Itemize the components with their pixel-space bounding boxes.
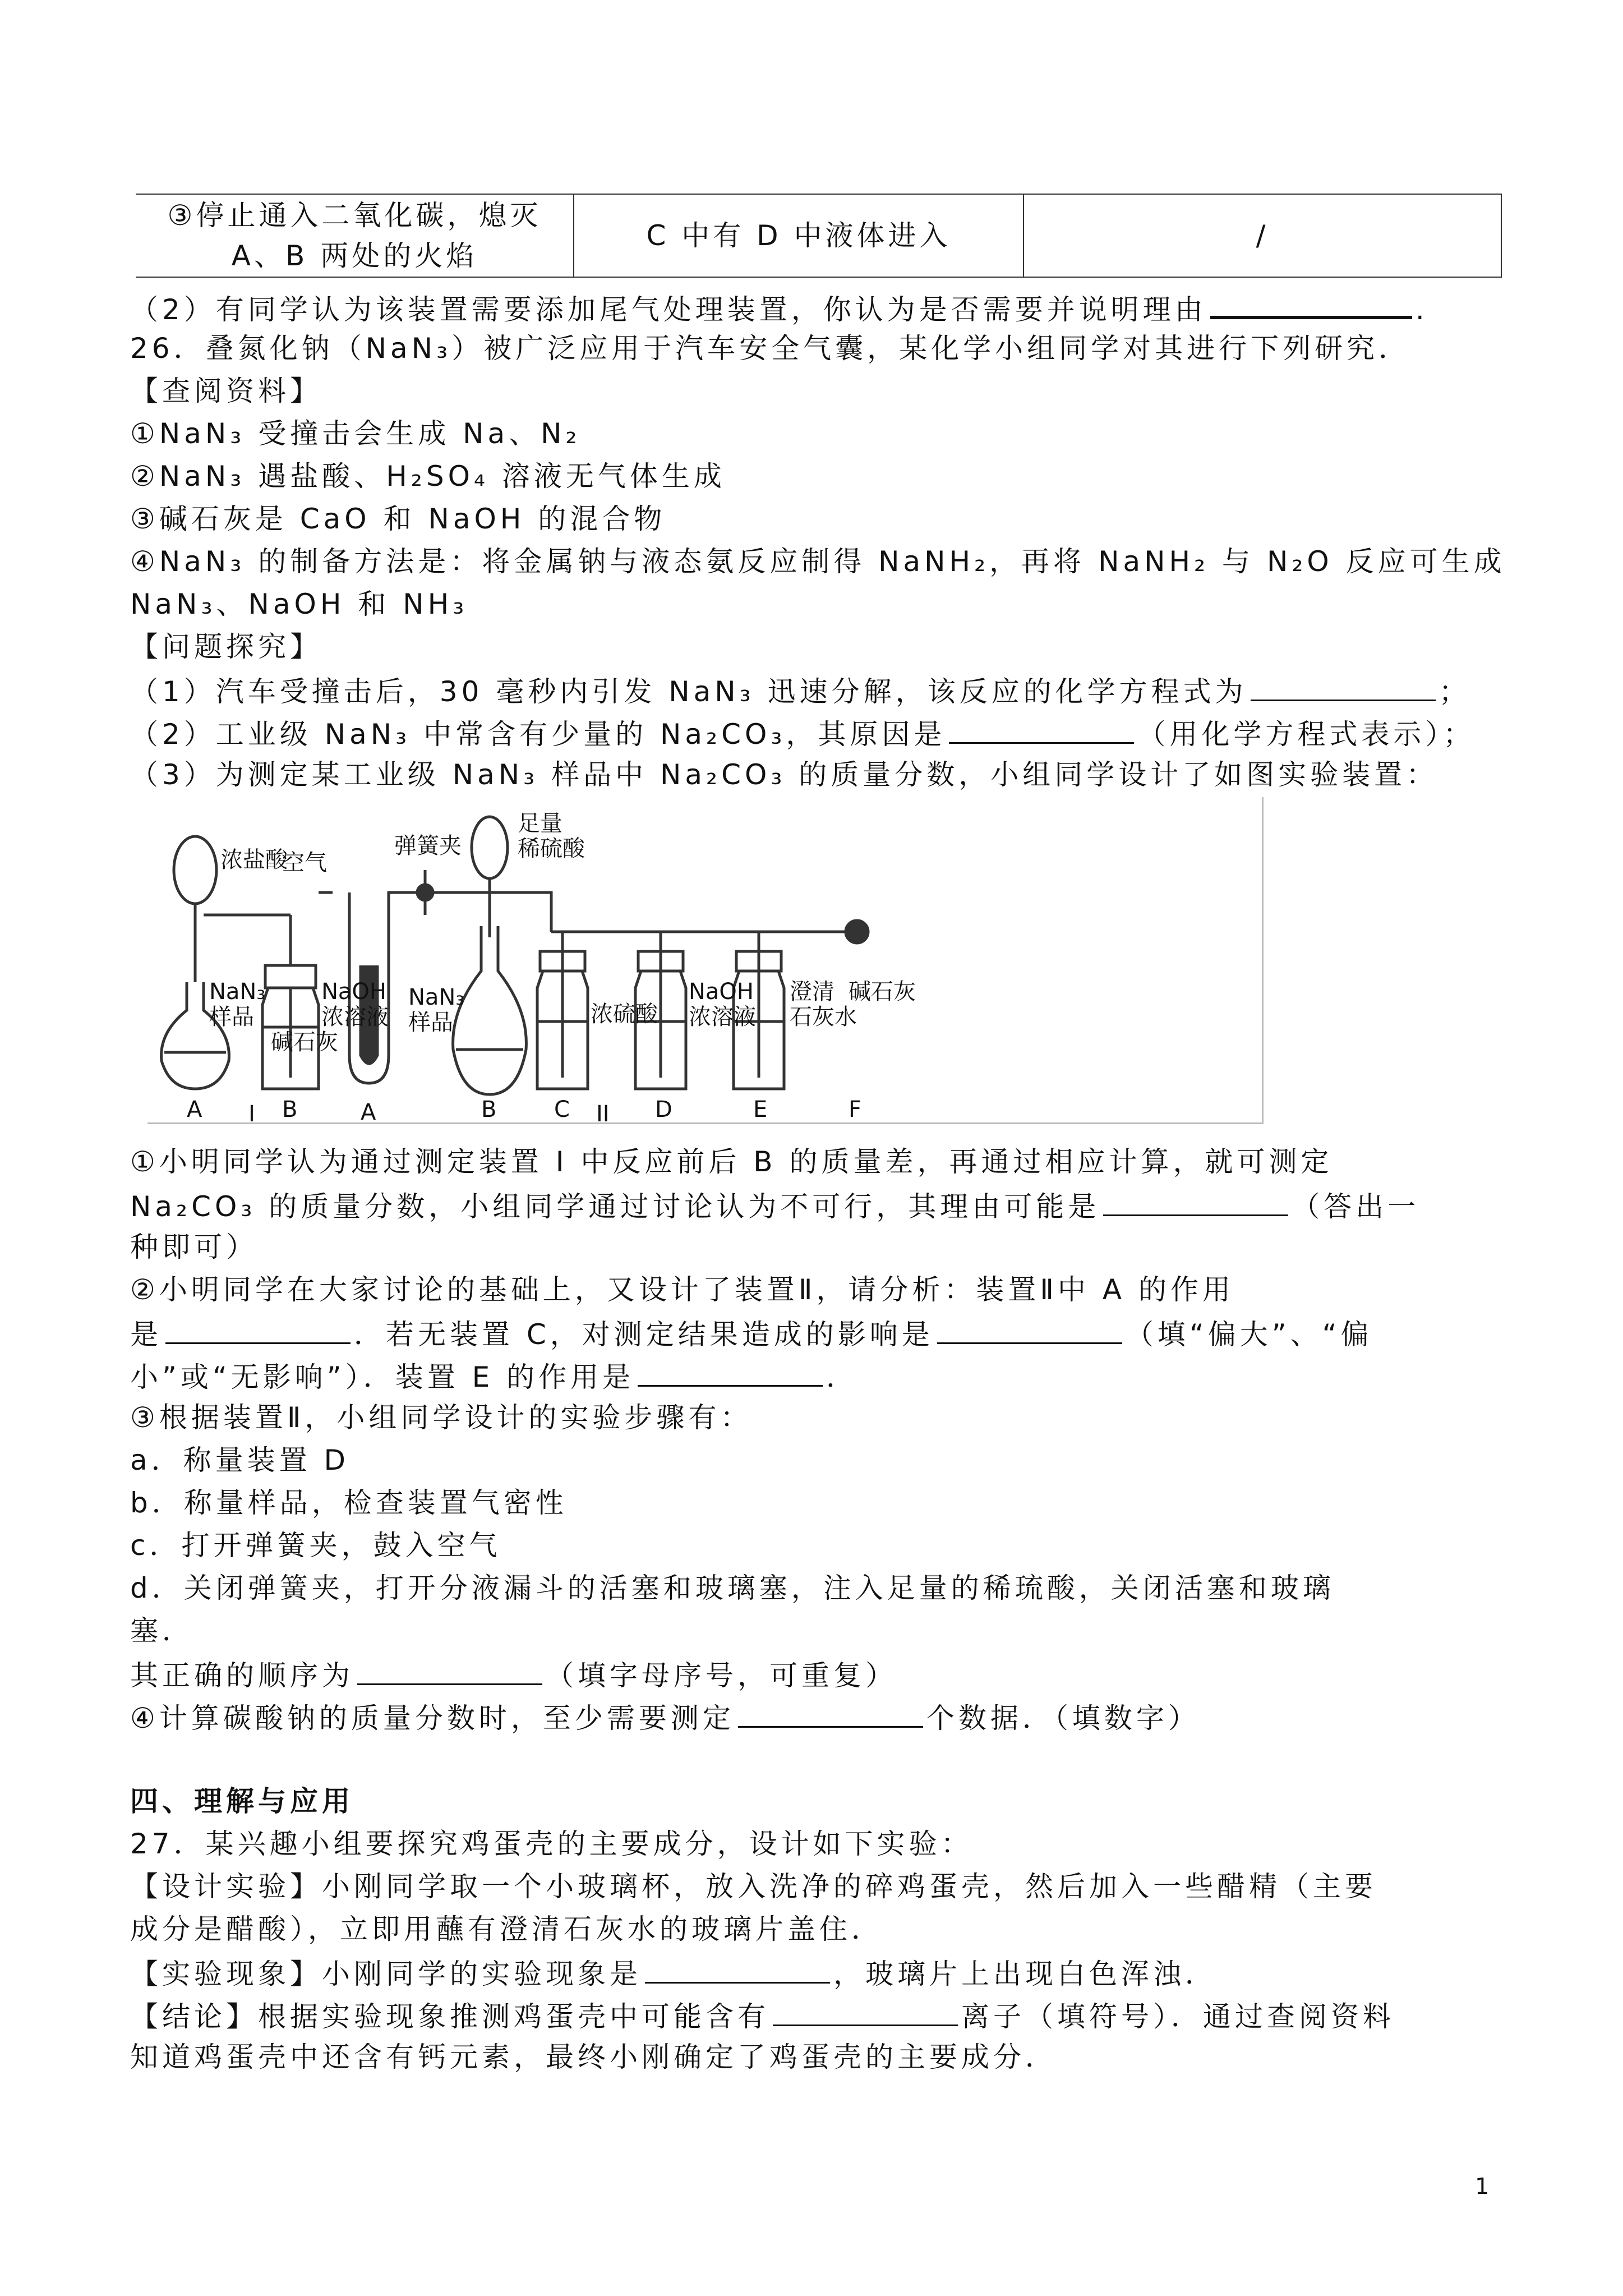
text-segment: 【结论】根据实验现象推测鸡蛋壳中可能含有 [130, 2000, 769, 2033]
apparatus-diagram [147, 797, 1264, 1124]
text-segment: 【实验现象】小刚同学的实验现象是 [130, 1958, 642, 1990]
experiment-table [136, 194, 1502, 278]
text-segment: 26．叠氮化钠（NaN₃）被广泛应用于汽车安全气囊，某化学小组同学对其进行下列研究． [130, 332, 1411, 365]
text-line [130, 1950, 1521, 1993]
text-line [130, 583, 1521, 625]
text-segment: 小”或“无影响”）．装置 E 的作用是 [130, 1361, 635, 1393]
text-line [130, 540, 1521, 583]
text-line [130, 455, 1521, 498]
text-segment: （答出一 [1292, 1190, 1420, 1223]
text-line [130, 625, 1521, 668]
label-limewater: 石灰水 [790, 1004, 857, 1030]
label-sample-1: 样品 [209, 1004, 254, 1030]
label-clear: 澄清 [790, 979, 834, 1005]
answer-blank[interactable] [773, 1993, 958, 2026]
text-segment: （用化学方程式表示）； [1137, 718, 1476, 751]
text-segment: ．若无装置 C，对测定结果造成的影响是 [354, 1318, 934, 1351]
label-ii-b: B [481, 1097, 497, 1122]
spring-clip-icon [417, 870, 433, 915]
label-e: E [753, 1097, 768, 1122]
text-segment: 27．某兴趣小组要探究鸡蛋壳的主要成分，设计如下实验： [130, 1828, 973, 1860]
answer-blank[interactable] [165, 1311, 351, 1344]
text-segment: 种即可） [130, 1231, 258, 1263]
label-conc-solution-1: 浓溶液 [321, 1004, 389, 1030]
text-segment: ，玻璃片上出现白色浑浊． [833, 1958, 1217, 1990]
text-line [130, 1695, 1521, 1737]
text-segment: ③根据装置Ⅱ，小组同学设计的实验步骤有： [130, 1401, 753, 1434]
setup-i-bottle-b [262, 965, 319, 1089]
text-line [130, 1524, 1521, 1567]
text-segment: ； [1438, 675, 1471, 708]
apparatus-figure [147, 797, 1262, 1122]
text-segment: a．称量装置 D [130, 1444, 350, 1476]
text-segment: ． [826, 1361, 859, 1393]
text-line [130, 1609, 1521, 1652]
text-segment: NaN₃、NaOH 和 NH₃ [130, 588, 468, 620]
text-line [130, 753, 1521, 796]
text-segment: （1）汽车受撞击后，30 毫秒内引发 NaN₃ 迅速分解，该反应的化学方程式为 [130, 675, 1247, 708]
text-line [130, 1481, 1521, 1524]
label-sample-2: 样品 [408, 1010, 453, 1036]
text-segment: 【设计实验】小刚同学取一个小玻璃杯，放入洗净的碎鸡蛋壳，然后加入一些醋精（主要 [130, 1870, 1377, 1903]
label-f: F [849, 1097, 862, 1122]
label-soda-lime-f: 碱石灰 [849, 979, 916, 1005]
text-line [130, 668, 1521, 711]
text-segment: 个数据．（填数字） [926, 1702, 1200, 1734]
text-segment: （2）工业级 NaN₃ 中常含有少量的 Na₂CO₃，其原因是 [130, 718, 946, 751]
text-line [130, 1140, 1521, 1183]
spacer [130, 1737, 1521, 1780]
answer-blank[interactable] [937, 1311, 1122, 1344]
text-line [130, 327, 1521, 370]
text-line [130, 284, 1521, 327]
text-segment: ③碱石灰是 CaO 和 NaOH 的混合物 [130, 503, 666, 535]
label-conc-hcl: 浓盐酸 [220, 847, 288, 873]
label-d: D [655, 1097, 672, 1122]
text-segment: 塞． [130, 1614, 194, 1647]
text-segment: （填字母序号，可重复） [546, 1659, 897, 1692]
answer-blank[interactable] [645, 1950, 830, 1984]
table-cell-phenomenon: C 中有 D 中液体进入 [574, 194, 1023, 277]
label-naoh-2: NaOH [689, 979, 754, 1005]
table-cell-step: ③停止通入二氧化碳，熄灭 A、B 两处的火焰 [136, 194, 574, 277]
label-nan3-1: NaN₃ [209, 979, 266, 1005]
text-line [130, 1354, 1521, 1396]
text-segment: 离子（填符号）．通过查阅资料 [961, 2000, 1395, 2033]
text-segment: ②NaN₃ 遇盐酸、H₂SO₄ 溶液无气体生成 [130, 460, 726, 493]
text-line [130, 1993, 1521, 2036]
text-segment: . [1415, 293, 1428, 326]
label-i-b: B [282, 1097, 298, 1122]
label-soda-lime-a: 碱石灰 [271, 1029, 338, 1055]
text-line [130, 1439, 1521, 1481]
page-number: 1 [1475, 2174, 1490, 2200]
text-segment: ④NaN₃ 的制备方法是：将金属钠与液态氨反应制得 NaNH₂，再将 NaNH₂ 与 N₂O 反应可生成 [130, 545, 1506, 578]
table-row [136, 194, 1501, 277]
text-line [130, 711, 1521, 753]
text-line [130, 370, 1521, 412]
question-26-27 [130, 1140, 1521, 2078]
label-ii-a: A [361, 1099, 376, 1122]
label-i-a: A [187, 1097, 202, 1122]
text-line [130, 498, 1521, 540]
table-cell-conclusion: / [1023, 194, 1501, 277]
text-line [130, 2036, 1521, 2078]
text-segment: ④计算碳酸钠的质量分数时，至少需要测定 [130, 1702, 735, 1734]
label-sufficient: 足量 [518, 811, 562, 836]
section-heading: 四、理解与应用 [130, 1785, 354, 1818]
question-26-intro [130, 284, 1521, 796]
label-setup-ii: II [596, 1101, 610, 1122]
label-dilute-h2so4: 稀硫酸 [518, 836, 585, 862]
label-conc-h2so4: 浓硫酸 [591, 1001, 658, 1027]
text-line [130, 1311, 1521, 1354]
text-line [130, 412, 1521, 455]
answer-blank[interactable] [357, 1652, 542, 1685]
text-line [130, 1865, 1521, 1908]
answer-blank[interactable] [738, 1695, 923, 1728]
text-segment: 其正确的顺序为 [130, 1659, 354, 1692]
text-segment: d．关闭弹簧夹，打开分液漏斗的活塞和玻璃塞，注入足量的稀琉酸，关闭活塞和玻璃 [130, 1572, 1335, 1604]
label-conc-solution-2: 浓溶液 [689, 1004, 756, 1030]
text-line [130, 1226, 1521, 1268]
text-segment: ②小明同学在大家讨论的基础上，又设计了装置Ⅱ，请分析：装置Ⅱ中 A 的作用 [130, 1273, 1235, 1306]
text-line [130, 1268, 1521, 1311]
text-segment: ①NaN₃ 受撞击会生成 Na、N₂ [130, 417, 581, 450]
label-spring-clip: 弹簧夹 [394, 833, 462, 859]
answer-blank[interactable] [1210, 284, 1412, 319]
text-segment: 【问题探究】 [130, 631, 322, 663]
answer-blank[interactable] [638, 1354, 823, 1387]
text-segment: 【查阅资料】 [130, 375, 322, 407]
text-line [130, 1567, 1521, 1609]
text-segment: 是 [130, 1318, 162, 1351]
text-line [130, 1183, 1521, 1226]
text-segment: Na₂CO₃ 的质量分数，小组同学通过讨论认为不可行，其理由可能是 [130, 1190, 1100, 1223]
label-setup-i: I [248, 1101, 255, 1122]
text-line [130, 1652, 1521, 1695]
answer-blank[interactable] [1251, 668, 1436, 701]
label-air: 空气 [282, 850, 327, 876]
text-segment: 知道鸡蛋壳中还含有钙元素，最终小刚确定了鸡蛋壳的主要成分． [130, 2041, 1057, 2073]
label-naoh-1: NaOH [321, 979, 386, 1005]
label-nan3-2: NaN₃ [408, 984, 465, 1010]
text-segment: c．打开弹簧夹，鼓入空气 [130, 1529, 501, 1562]
label-c: C [554, 1097, 570, 1122]
text-segment: （3）为测定某工业级 NaN₃ 样品中 Na₂CO₃ 的质量分数，小组同学设计了如图实验装置： [130, 758, 1438, 791]
text-line [130, 1823, 1521, 1865]
text-segment: （填“偏大”、“偏 [1125, 1318, 1373, 1351]
text-line [130, 1908, 1521, 1950]
text-segment: ①小明同学认为通过测定装置 I 中反应前后 B 的质量差，再通过相应计算，就可测定 [130, 1145, 1333, 1178]
text-segment: 成分是醋酸），立即用蘸有澄清石灰水的玻璃片盖住． [130, 1913, 883, 1945]
answer-blank[interactable] [1103, 1183, 1288, 1216]
text-line [130, 1396, 1521, 1439]
text-segment: （2）有同学认为该装置需要添加尾气处理装置，你认为是否需要并说明理由 [130, 293, 1207, 326]
answer-blank[interactable] [949, 711, 1134, 744]
text-segment: b．称量样品，检查装置气密性 [130, 1487, 568, 1519]
